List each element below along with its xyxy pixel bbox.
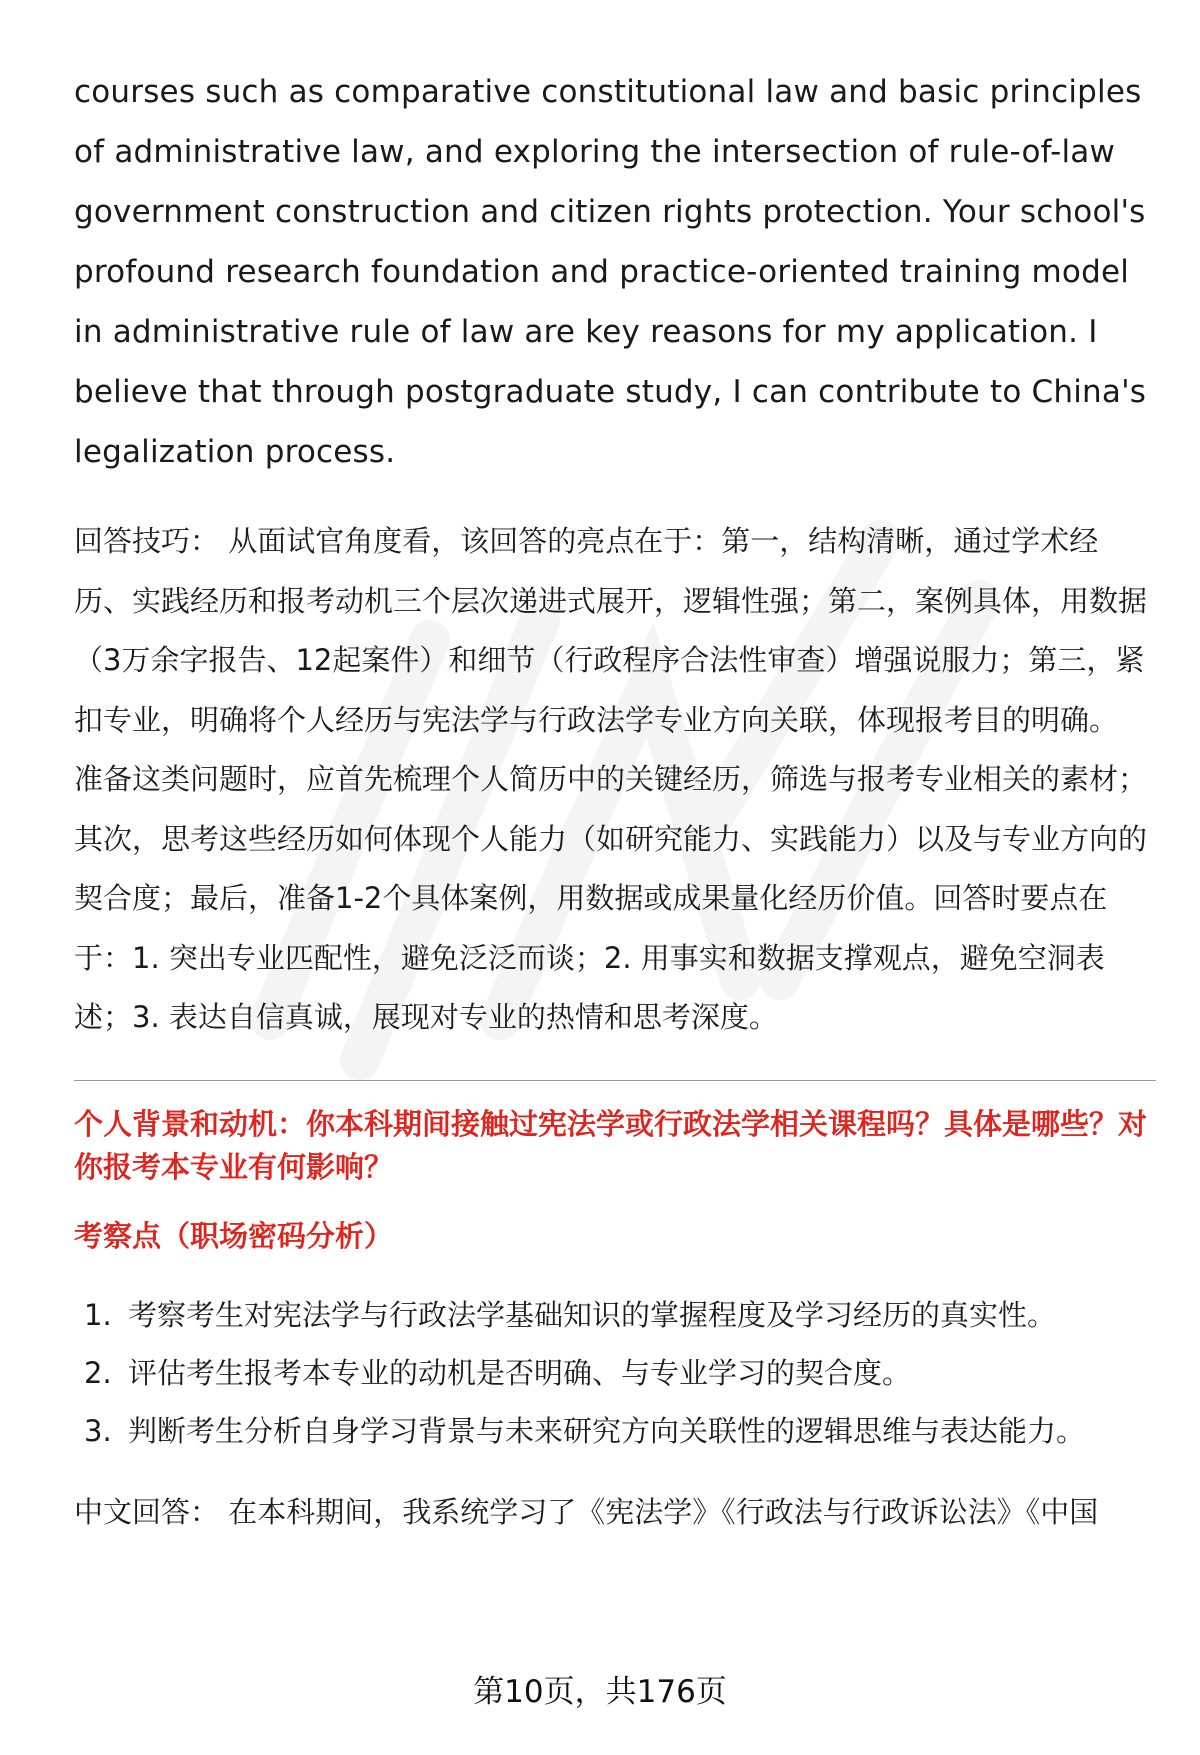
list-item: [74, 1286, 1156, 1344]
analysis-points-list: [74, 1286, 1156, 1460]
list-item-number: 3.: [84, 1413, 112, 1448]
analysis-heading: 考察点（职场密码分析）: [74, 1218, 394, 1253]
preparation-advice-paragraph: 准备这类问题时，应首先梳理个人简历中的关键经历，筛选与报考专业相关的素材；其次，思考这些经历如何体现个人能力（如研究能力、实践能力）以及与专业方向的契合度；最后，准备1-2个具体案例，用数据或成果量化经历价值。回答时要点在于：1. 突出专业匹配性，避免泛泛而谈；2. 用事实和数据支撑观点，避免空洞表述；3. 表达自信真诚，展现对专业的热情和思考深度。: [74, 762, 1148, 1034]
list-item: [74, 1344, 1156, 1402]
document-page: [74, 62, 1156, 1542]
list-item: [74, 1402, 1156, 1460]
list-item-text: 判断考生分析自身学习背景与未来研究方向关联性的逻辑思维与表达能力。: [128, 1413, 1086, 1448]
answer-tips-paragraph: 回答技巧： 从面试官角度看，该回答的亮点在于：第一，结构清晰，通过学术经历、实践经历和报考动机三个层次递进式展开，逻辑性强；第二，案例具体，用数据（3万余字报告、12起案件）和细节（行政程序合法性审查）增强说服力；第三，紧扣专业，明确将个人经历与宪法学与行政法学专业方向关联，体现报考目的明确。: [74, 524, 1148, 737]
chinese-answer-start: 中文回答： 在本科期间，我系统学习了《宪法学》《行政法与行政诉讼法》《中国: [74, 1494, 1099, 1529]
interview-question: 个人背景和动机：你本科期间接触过宪法学或行政法学相关课程吗？具体是哪些？对你报考本专业有何影响？: [74, 1106, 1148, 1184]
page-number-footer: 第10页，共176页: [473, 1674, 727, 1710]
section-divider: [74, 1080, 1156, 1081]
list-item-text: 评估考生报考本专业的动机是否明确、与专业学习的契合度。: [128, 1355, 912, 1390]
list-item-number: 1.: [84, 1297, 112, 1332]
english-answer-continuation: courses such as comparative constitutional law and basic principles of administrative law, and exploring the intersection of rule-of-law government construction and citizen rights protection. Your school's profound research foundation and practice-oriented training model in administrative rule of law are key reasons for my application. I believe that through postgraduate study, I can contribute to China's legalization process.: [74, 74, 1147, 470]
list-item-text: 考察考生对宪法学与行政法学基础知识的掌握程度及学习经历的真实性。: [128, 1297, 1057, 1332]
list-item-number: 2.: [84, 1355, 112, 1390]
